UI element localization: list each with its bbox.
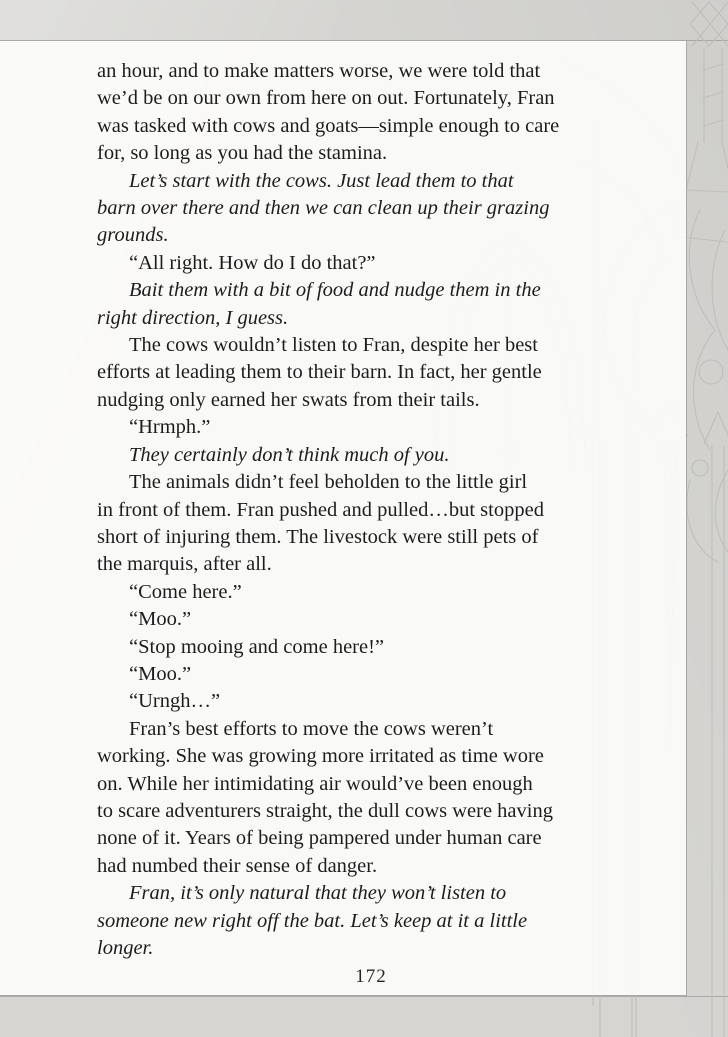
text-line: someone new right off the bat. Let’s keep at it a little bbox=[97, 909, 528, 932]
text-line: “Moo.” bbox=[129, 662, 192, 685]
text-line: Fran’s best efforts to move the cows weren’t bbox=[129, 717, 494, 740]
text-line: none of it. Years of being pampered under human care bbox=[97, 827, 542, 850]
text-line: right direction, I guess. bbox=[97, 306, 289, 329]
text-line: nudging only earned her swats from their tails. bbox=[97, 388, 480, 411]
text-line: The animals didn’t feel beholden to the little girl bbox=[129, 471, 528, 494]
text-line: The cows wouldn’t listen to Fran, despite her best bbox=[129, 334, 538, 357]
text-line: They certainly don’t think much of you. bbox=[129, 443, 450, 466]
text-line: an hour, and to make matters worse, we were told that bbox=[97, 60, 541, 82]
text-line: to scare adventurers straight, the dull cows were having bbox=[97, 799, 553, 822]
text-line: “Come here.” bbox=[129, 580, 242, 603]
text-line: grounds. bbox=[97, 224, 169, 247]
page-paper bbox=[0, 40, 687, 996]
text-line: Let’s start with the cows. Just lead them to that bbox=[129, 169, 514, 192]
text-line: “All right. How do I do that?” bbox=[129, 251, 376, 274]
text-line: barn over there and then we can clean up their grazing bbox=[97, 197, 550, 220]
text-line: “Stop mooing and come here!” bbox=[129, 635, 385, 658]
text-line: was tasked with cows and goats—simple enough to care bbox=[97, 114, 560, 137]
text-line: “Moo.” bbox=[129, 608, 192, 631]
text-line: for, so long as you had the stamina. bbox=[97, 142, 388, 165]
text-line: longer. bbox=[97, 937, 154, 959]
text-line: we’d be on our own from here on out. Fortunately, Fran bbox=[97, 87, 555, 110]
text-line: Bait them with a bit of food and nudge them in the bbox=[129, 279, 541, 302]
text-line: “Urngh…” bbox=[129, 690, 221, 713]
text-line: working. She was growing more irritated as time wore bbox=[97, 745, 544, 768]
text-line: in front of them. Fran pushed and pulled…but stopped bbox=[97, 498, 544, 521]
text-line: short of injuring them. The livestock were still pets of bbox=[97, 525, 539, 548]
text-line: efforts at leading them to their barn. In fact, her gentle bbox=[97, 361, 542, 384]
text-line: on. While her intimidating air would’ve been enough bbox=[97, 772, 533, 795]
text-line: had numbed their sense of danger. bbox=[97, 854, 378, 877]
page-text bbox=[97, 58, 645, 962]
text-line: the marquis, after all. bbox=[97, 553, 272, 576]
text-line: “Hrmph.” bbox=[129, 416, 211, 439]
text-line: Fran, it’s only natural that they won’t listen to bbox=[129, 882, 507, 905]
page-number: 172 bbox=[355, 966, 387, 987]
